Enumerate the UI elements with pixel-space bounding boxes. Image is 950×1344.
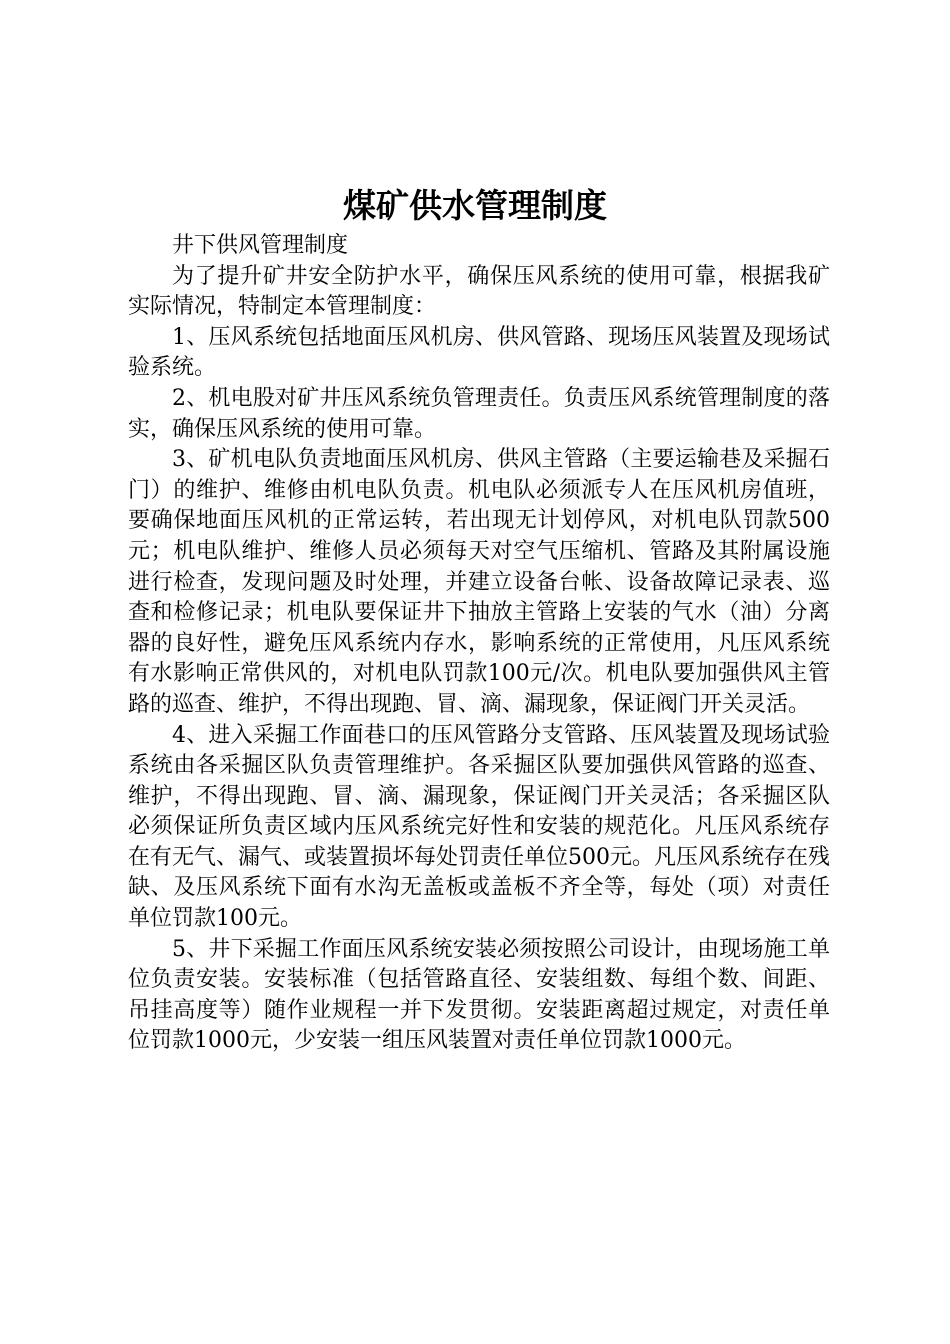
section-heading: 井下供风管理制度 — [172, 233, 349, 258]
clause-4-paragraph: 4、进入采掘工作面巷口的压风管路分支管路、压风装置及现场试验系统由各采掘区队负责管理维护。各采掘区队要加强供风管路的巡查、维护，不得出现跑、冒、滴、漏现象，保证阀门开关灵活；各采掘区队必须保证所负责区域内压风系统完好性和安装的规范化。凡压风系统存在有无气、漏气、或装置损坏每处罚责任单位500元。凡压风系统存在残缺、及压风系统下面有水沟无盖板或盖板不齐全等，每处（项）对责任单位罚款100元。 — [128, 722, 830, 932]
intro-paragraph: 为了提升矿井安全防护水平，确保压风系统的使用可靠，根据我矿实际情况，特制定本管理制度： — [128, 263, 830, 320]
clause-5-paragraph: 5、井下采掘工作面压风系统安装必须按照公司设计，由现场施工单位负责安装。安装标准（包括管路直径、安装组数、每组个数、间距、吊挂高度等）随作业规程一并下发贯彻。安装距离超过规定，对责任单位罚款1000元，少安装一组压风装置对责任单位罚款1000元。 — [128, 936, 830, 1054]
clause-1-paragraph: 1、压风系统包括地面压风机房、供风管路、现场压风装置及现场试验系统。 — [128, 324, 830, 381]
clause-2-paragraph: 2、机电股对矿井压风系统负管理责任。负责压风系统管理制度的落实，确保压风系统的使用可靠。 — [128, 385, 830, 442]
document-body — [128, 231, 830, 1057]
document-title: 煤矿供水管理制度 — [343, 186, 607, 225]
clause-3-paragraph: 3、矿机电队负责地面压风机房、供风主管路（主要运输巷及采掘石门）的维护、维修由机电队负责。机电队必须派专人在压风机房值班，要确保地面压风机的正常运转，若出现无计划停风，对机电队罚款500元；机电队维护、维修人员必须每天对空气压缩机、管路及其附属设施进行检查，发现问题及时处理，并建立设备台帐、设备故障记录表、巡查和检修记录；机电队要保证井下抽放主管路上安装的气水（油）分离器的良好性，避免压风系统内存水，影响系统的正常使用，凡压风系统有水影响正常供风的，对机电队罚款100元/次。机电队要加强供风主管路的巡查、维护，不得出现跑、冒、滴、漏现象，保证阀门开关灵活。 — [128, 447, 830, 717]
